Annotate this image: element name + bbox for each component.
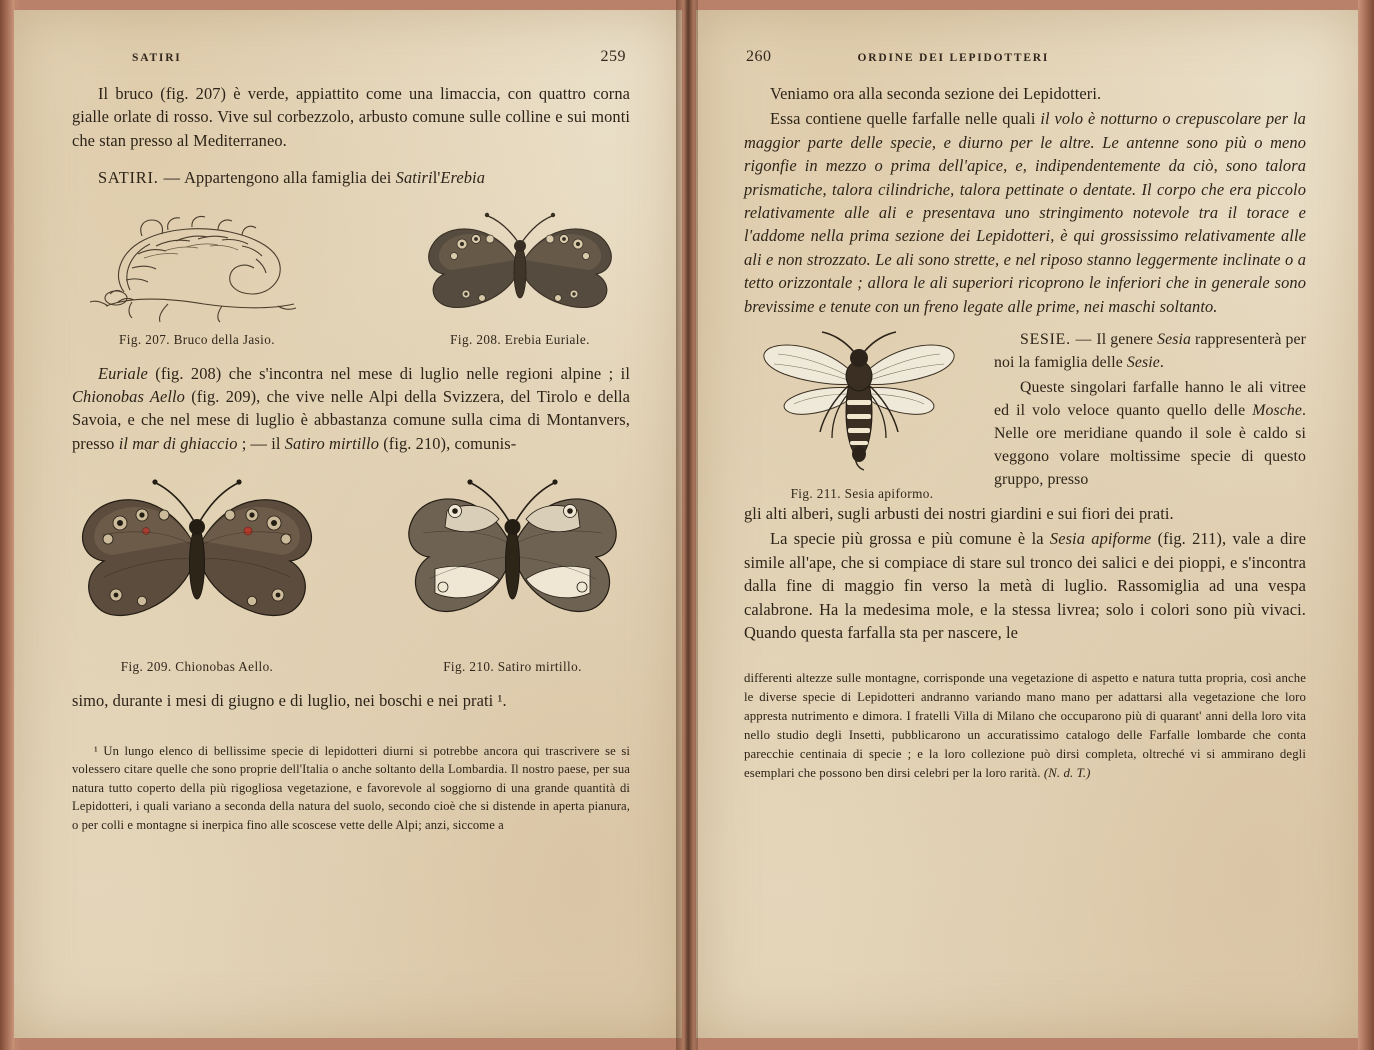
figure-209 <box>72 471 322 675</box>
paragraph-queste-singolari <box>994 376 1306 491</box>
book-gutter <box>676 0 698 1050</box>
figure-208 <box>410 206 630 348</box>
sesia-column-text <box>994 328 1306 493</box>
butterfly-satiro-illustration <box>395 471 630 651</box>
figure-209-caption: Fig. 209. Chionobas Aello. <box>120 659 274 675</box>
left-page-header <box>72 48 630 66</box>
paragraph-bruco: Il bruco (fig. 207) è verde, appiattito come una limaccia, con quattro corna gialle orlate di rosso. Vive sul corbezzolo, arbusto comune sulle colline e sui monti che stan presso al Mediterraneo. <box>72 84 630 150</box>
caterpillar-illustration <box>72 206 322 324</box>
paragraph-sesie <box>994 328 1306 374</box>
satiri-text: Appartengono alla famiglia dei <box>184 168 392 188</box>
paragraph-essa-contiene <box>744 107 1306 318</box>
footnote-text: ¹ Un lungo elenco di bellissime specie di lepidotteri diurni si potrebbe ancora qui trascrivere se si volessero citare quelle che sono proprie dell'Italia o anche soltanto della Lombardia. Il nostro paese, per sua natura tutto coperto della più rigogliosa vegetazione, e favorevole al soggiorno di una grande quantità di Lepidotteri, i quali variano a seconda della natura del suolo, secondo cioè che si distende in aperta pianura, o per colli e montagne si inerpica fino alle scoscese vette delle Alpi; anzi, siccome a <box>72 743 630 833</box>
figure-210 <box>395 471 630 675</box>
specie-text-1: La specie più grossa e più comune è la <box>770 529 1050 549</box>
right-footnote-text <box>744 669 1306 783</box>
euriale-text-2: (fig. 209), che vive nelle Alpi della Svizzera, del Tirolo e della Savoia, e che nel mese di luglio è abbastanza comune sulla cima di Montanvers, presso <box>72 387 630 453</box>
satiri-label: SATIRI. — <box>98 168 181 188</box>
satiri-italic: Satiri <box>395 168 433 188</box>
right-footnote-body: differenti altezze sulle montagne, corrisponde una vegetazione di aspetto e natura tutta propria, così anche le diverse specie di Lepidotteri andranno variando mano mano per adattarsi alla vegetazione che loro appresta nutrimento e dimora. I fratelli Villa di Milano che occuparono più di quarant' anni della loro vita nello studio degli Insetti, pubblicarono un accuratissimo catalogo delle Farfalle lombarde che conta parecchie centinaia di specie ; e la loro collezione può dirsi completa, oltreché vi si ammirano degli esemplari che possono ben dirsi celebri per la loro rarità. <box>744 670 1306 780</box>
folio-259: 259 <box>600 48 626 65</box>
figure-208-caption: Fig. 208. Erebia Euriale. <box>450 331 590 347</box>
paragraph-satiri-heading <box>72 166 630 189</box>
sesie-text-3: . <box>1159 354 1164 372</box>
running-title-right: ORDINE DEI LEPIDOTTERI <box>857 52 1050 64</box>
essa-italic-block: il volo è notturno o crepuscolare per la maggior parte delle specie, e diurno per le altre. Le antenne sono più o meno rigonfie in mezzo o prima dell'apice, e, indipendentemente da ciò, sono talora prismatiche, talora cilindriche, talora pettinate o dentate. Il corpo che era piccolo relativamente alle ali e presentava uno stringimento notevole tra il torace e l'addome nella prima sezione dei Lepidotteri, è qui grossissimo relativamente alle ali e non strozzato. Le ali sono strette, e nel riposo stanno leggermente inclinate o a tetto orizzontale ; allora le ali superiori ricoprono le inferiori che in generale sono brevissime e tenute con un freno legate alle prime, nei maschi soltanto. <box>744 109 1306 316</box>
paragraph-euriale <box>72 362 630 456</box>
chionobas-italic: Chionobas Aello <box>72 387 185 407</box>
satiri-tail: l' <box>432 168 441 188</box>
right-page <box>696 10 1362 1038</box>
satiro-mirtillo-italic: Satiro mirtillo <box>284 433 379 453</box>
essa-text: Essa contiene quelle farfalle nelle quali <box>770 109 1041 129</box>
running-title-left: SATIRI <box>132 52 182 64</box>
euriale-text-4: (fig. 210), comunis- <box>379 433 517 453</box>
sesie-italic: Sesie <box>1126 354 1160 372</box>
sesia-apiforme-italic: Sesia apiforme <box>1049 529 1152 549</box>
euriale-text-3: ; — il <box>237 433 285 453</box>
sesie-label: SESIE. — <box>1020 331 1093 349</box>
sesia-moth-illustration <box>744 328 974 478</box>
figure-207-caption: Fig. 207. Bruco della Jasio. <box>119 331 275 347</box>
paragraph-simo: simo, durante i mesi di giugno e di luglio, nei boschi e nei prati ¹. <box>72 691 507 711</box>
left-footnote <box>72 733 630 835</box>
sesie-text-1: Il genere <box>1092 331 1158 349</box>
paragraph-veniamo: Veniamo ora alla seconda sezione dei Lepidotteri. <box>770 84 1102 103</box>
sesia-italic: Sesia <box>1157 331 1191 349</box>
queste-text-2: . Nelle ore meridiane quando il sole è caldo si veggono volare moltissime specie di questo gruppo, presso <box>994 402 1306 489</box>
sesie-text-2: rappresenterà per noi la famiglia delle <box>994 331 1306 372</box>
sesia-figure-text-block <box>744 328 1306 502</box>
specie-text-2: (fig. 211), vale a dire simile all'ape, che si compiace di stare sul tronco dei salici e dei pioppi, e s'incontra dalla fine di maggio fin verso la metà di luglio. Rassomiglia ad una vespa calabrone. Ha la medesima mole, e la stessa livrea; solo i colori sono più vivaci. Quando questa farfalla sta per nascere, le <box>744 529 1306 643</box>
butterfly-chionobas-illustration <box>72 471 322 651</box>
figure-210-caption: Fig. 210. Satiro mirtillo. <box>443 659 582 675</box>
queste-text-1: Queste singolari farfalle hanno le ali vitree ed il volo veloce quanto quello delle <box>994 379 1306 420</box>
figure-row-207-208 <box>72 206 630 348</box>
right-page-header <box>744 48 1306 66</box>
left-page <box>12 10 682 1038</box>
left-page-edge <box>0 0 14 1050</box>
mar-di-ghiaccio-italic: il mar di ghiaccio <box>118 433 238 453</box>
folio-260: 260 <box>746 48 772 65</box>
figure-207 <box>72 206 322 348</box>
right-footnote-signature: (N. d. T.) <box>1043 765 1091 780</box>
euriale-text-1: (fig. 208) che s'incontra nel mese di luglio nelle regioni alpine ; il <box>147 363 630 383</box>
paragraph-alti-alberi: gli alti alberi, sugli arbusti dei nostri giardini e sui fiori dei prati. <box>744 504 1174 524</box>
right-footnote <box>744 669 1306 783</box>
paragraph-specie-grossa <box>744 527 1306 644</box>
mosche-italic: Mosche <box>1252 402 1302 420</box>
figure-211 <box>744 328 980 502</box>
euriale-italic: Euriale <box>98 363 148 383</box>
erebia-italic: Erebia <box>440 168 486 188</box>
figure-row-209-210 <box>72 471 630 675</box>
butterfly-erebia-illustration <box>410 206 630 324</box>
figure-211-caption: Fig. 211. Sesia apiformo. <box>790 486 934 502</box>
right-page-edge <box>1358 0 1374 1050</box>
